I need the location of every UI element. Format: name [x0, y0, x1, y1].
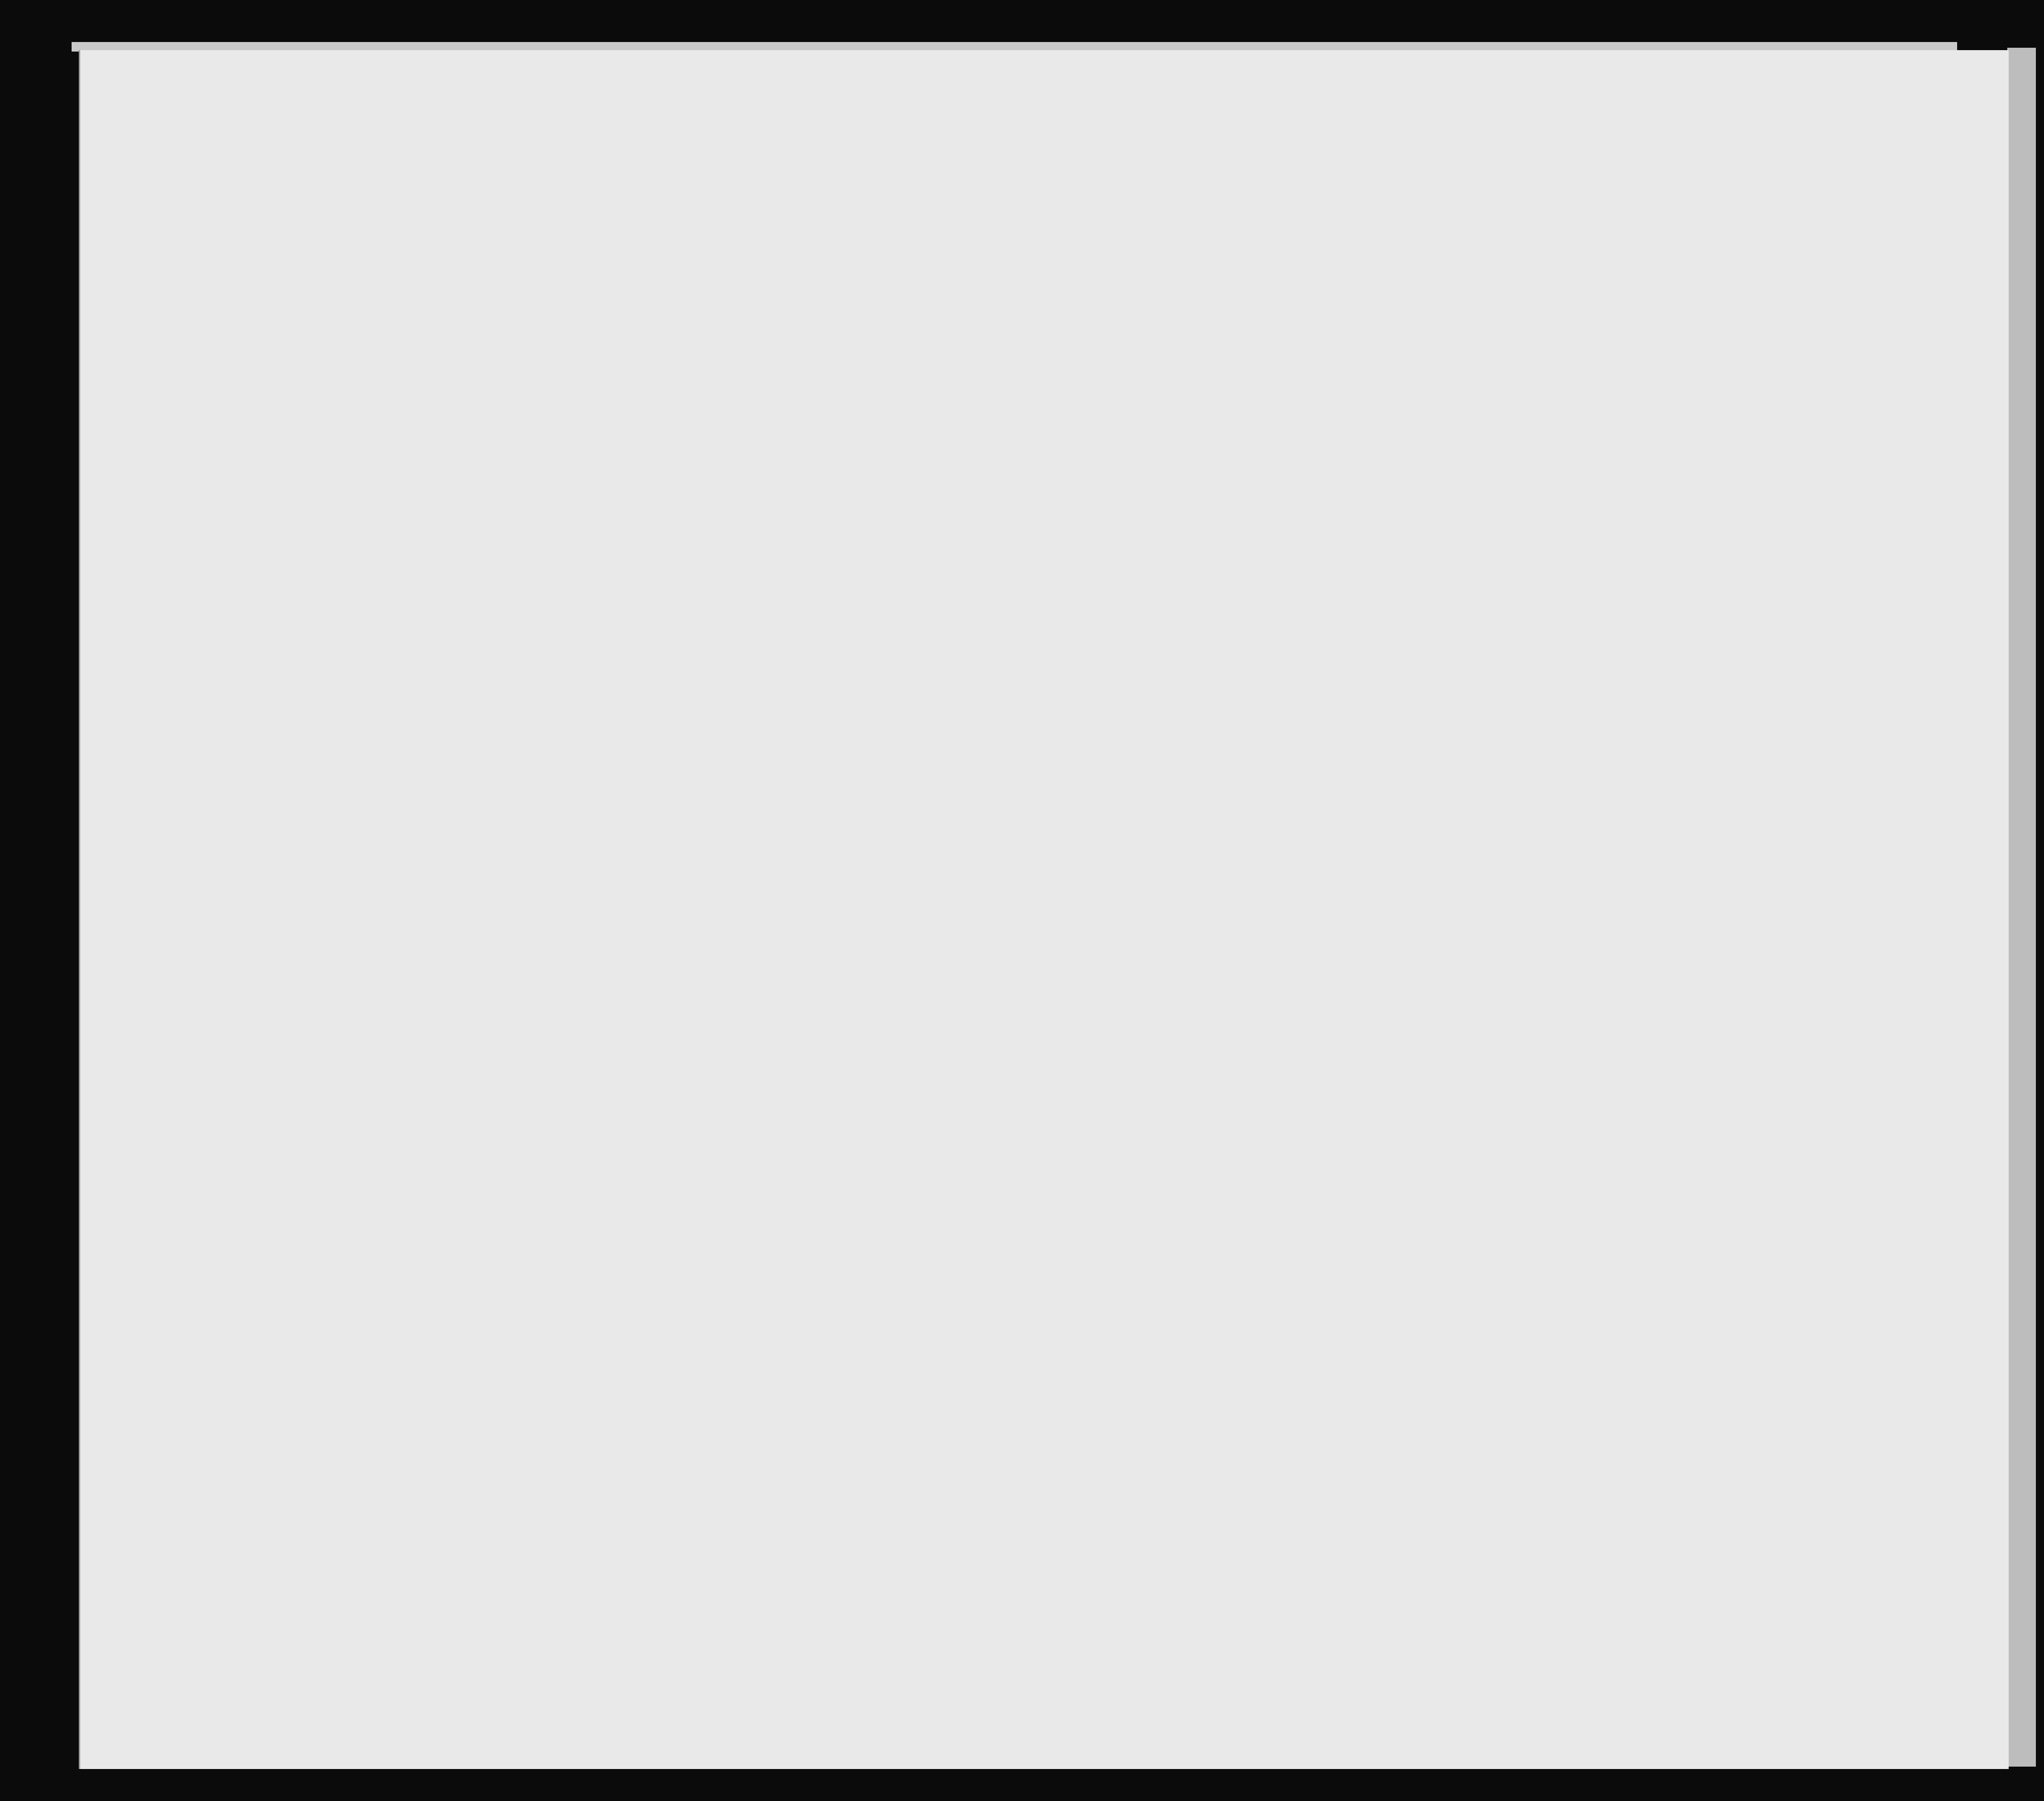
- manifest-sheet: [79, 50, 2009, 1769]
- ship-line: [538, 217, 950, 248]
- page-edge-right: [2007, 48, 2036, 1767]
- manifest-table: [80, 263, 2009, 1642]
